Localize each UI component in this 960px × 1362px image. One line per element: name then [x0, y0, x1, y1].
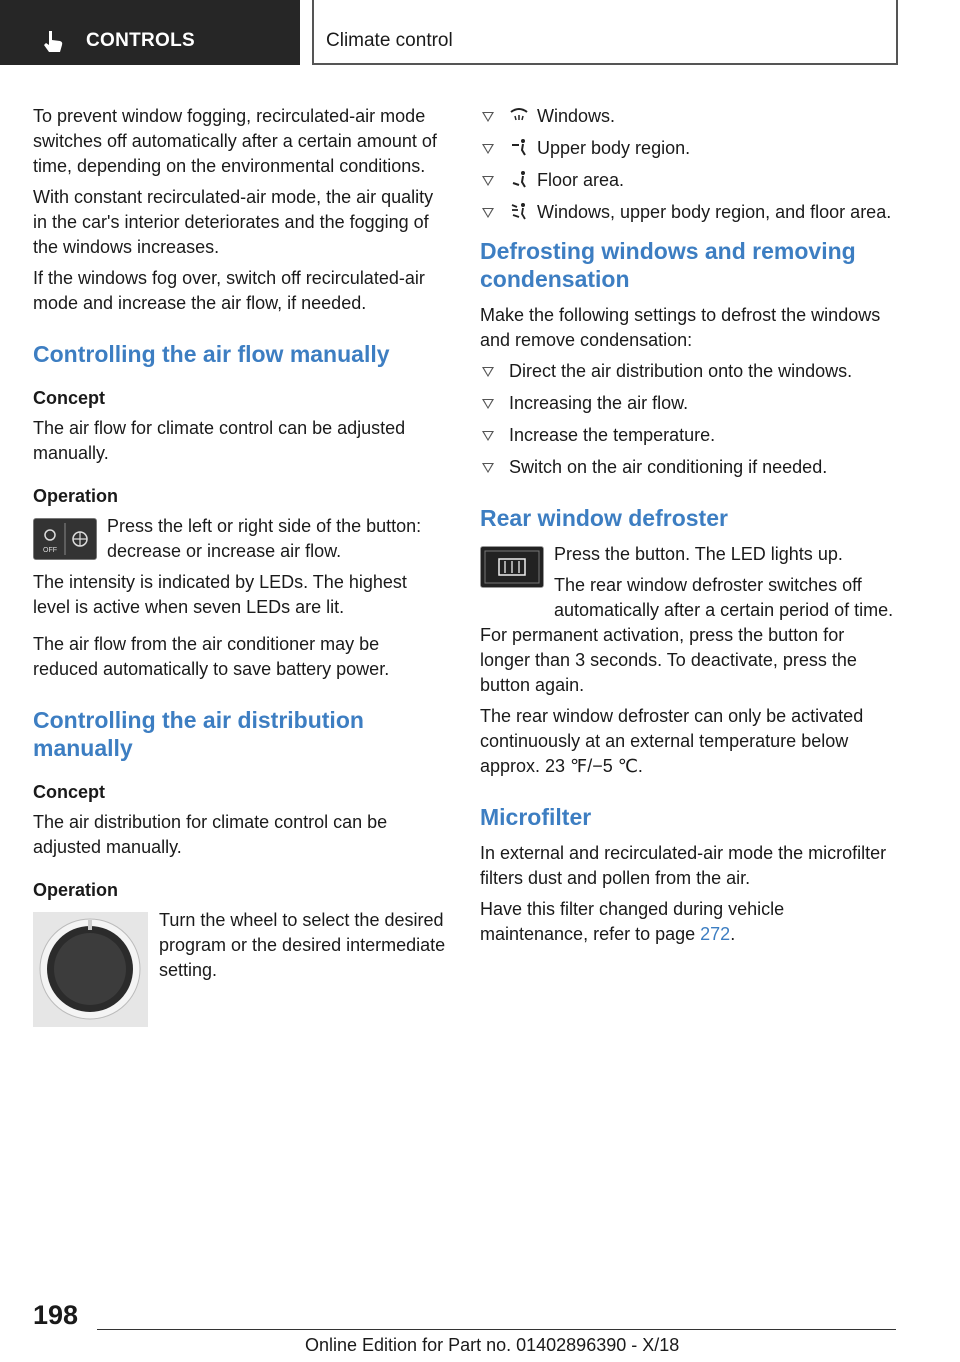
rear-defroster-row: [480, 542, 896, 623]
paragraph: If the windows fog over, switch off recirculated-air mode and increase the air flow, if needed.: [33, 268, 425, 313]
upper-body-airflow-icon: [509, 138, 529, 156]
heading-rear-defroster: Rear window defroster: [480, 505, 728, 531]
paragraph: The intensity is indicated by LEDs. The highest level is active when seven LEDs are lit.: [33, 572, 407, 617]
list-item: Upper body region.: [480, 136, 896, 161]
list-item: Increasing the air flow.: [480, 391, 896, 416]
subheading-concept: Concept: [33, 782, 105, 802]
chapter-title: Climate control: [326, 30, 453, 51]
paragraph: In external and recirculated-air mode the microfilter filters dust and pollen from the air.: [480, 843, 887, 888]
defrost-steps-list: [480, 359, 896, 480]
mode-list: [480, 104, 896, 225]
paragraph: The rear window defroster switches off automatically after a certain period of time.: [554, 575, 894, 620]
edition-text: Online Edition for Part no. 01402896390 - X/18: [305, 1335, 680, 1355]
list-item: Increase the temperature.: [480, 423, 896, 448]
page-reference-link[interactable]: 272: [700, 924, 731, 944]
rear-defroster-button-image: [480, 546, 544, 588]
subheading-concept: Concept: [33, 388, 105, 408]
floor-airflow-icon: [509, 170, 529, 188]
section-tab: [0, 0, 300, 65]
paragraph: Press the button. The LED lights up.: [554, 544, 843, 564]
paragraph: Make the following settings to defrost the windows and remove condensation:: [480, 305, 881, 350]
paragraph: The air flow from the air conditioner may be reduced automatically to save battery power.: [33, 634, 390, 679]
right-column: [480, 104, 896, 953]
distribution-wheel-image: [33, 912, 148, 1027]
paragraph: Press the left or right side of the button: decrease or increase air flow.: [107, 516, 422, 561]
left-column: [33, 104, 447, 1028]
page-number: 198: [33, 1300, 79, 1330]
heading-air-distribution: Controlling the air distribution manually: [33, 707, 364, 761]
paragraph: The air distribution for climate control can be adjusted manually.: [33, 812, 388, 857]
list-item: Switch on the air conditioning if needed.: [480, 455, 896, 480]
fan-button-image: [33, 518, 97, 560]
section-title: CONTROLS: [86, 30, 196, 51]
list-item: Floor area.: [480, 168, 896, 193]
windshield-icon: [509, 106, 529, 124]
paragraph: For permanent activation, press the button for longer than 3 seconds. To deactivate, press the button again.: [480, 625, 857, 695]
heading-air-flow: Controlling the air flow manually: [33, 341, 390, 367]
paragraph: Turn the wheel to select the desired program or the desired intermediate setting.: [159, 910, 446, 980]
wheel-row: [33, 908, 447, 1028]
subheading-operation: Operation: [33, 486, 119, 506]
all-zones-airflow-icon: [509, 202, 529, 220]
list-item: Windows.: [480, 104, 896, 129]
heading-microfilter: Microfilter: [480, 804, 592, 830]
hand-pointer-icon: [40, 28, 66, 54]
list-item: Direct the air distribution onto the windows.: [480, 359, 896, 384]
fan-button-row: [33, 514, 447, 564]
paragraph: To prevent window fogging, recirculated-air mode switches off automatically after a certain amount of time, depending on the environmental conditions.: [33, 106, 437, 176]
paragraph: The air flow for climate control can be adjusted manually.: [33, 418, 406, 463]
list-item: Windows, upper body region, and floor area.: [480, 200, 896, 225]
paragraph: With constant recirculated-air mode, the air quality in the car's interior deteriorates and the fogging of the windows increases.: [33, 187, 434, 257]
chapter-header: [312, 0, 898, 65]
heading-defrost: Defrosting windows and removing condensation: [480, 238, 856, 292]
subheading-operation: Operation: [33, 880, 119, 900]
paragraph: The rear window defroster can only be activated continuously at an external temperature below approx. 23 ℉/−5 ℃.: [480, 706, 864, 776]
paragraph: Have this filter changed during vehicle maintenance, refer to page 272.: [480, 899, 785, 944]
footer-divider: [97, 1329, 896, 1330]
svg-text:OFF: OFF: [43, 547, 57, 554]
